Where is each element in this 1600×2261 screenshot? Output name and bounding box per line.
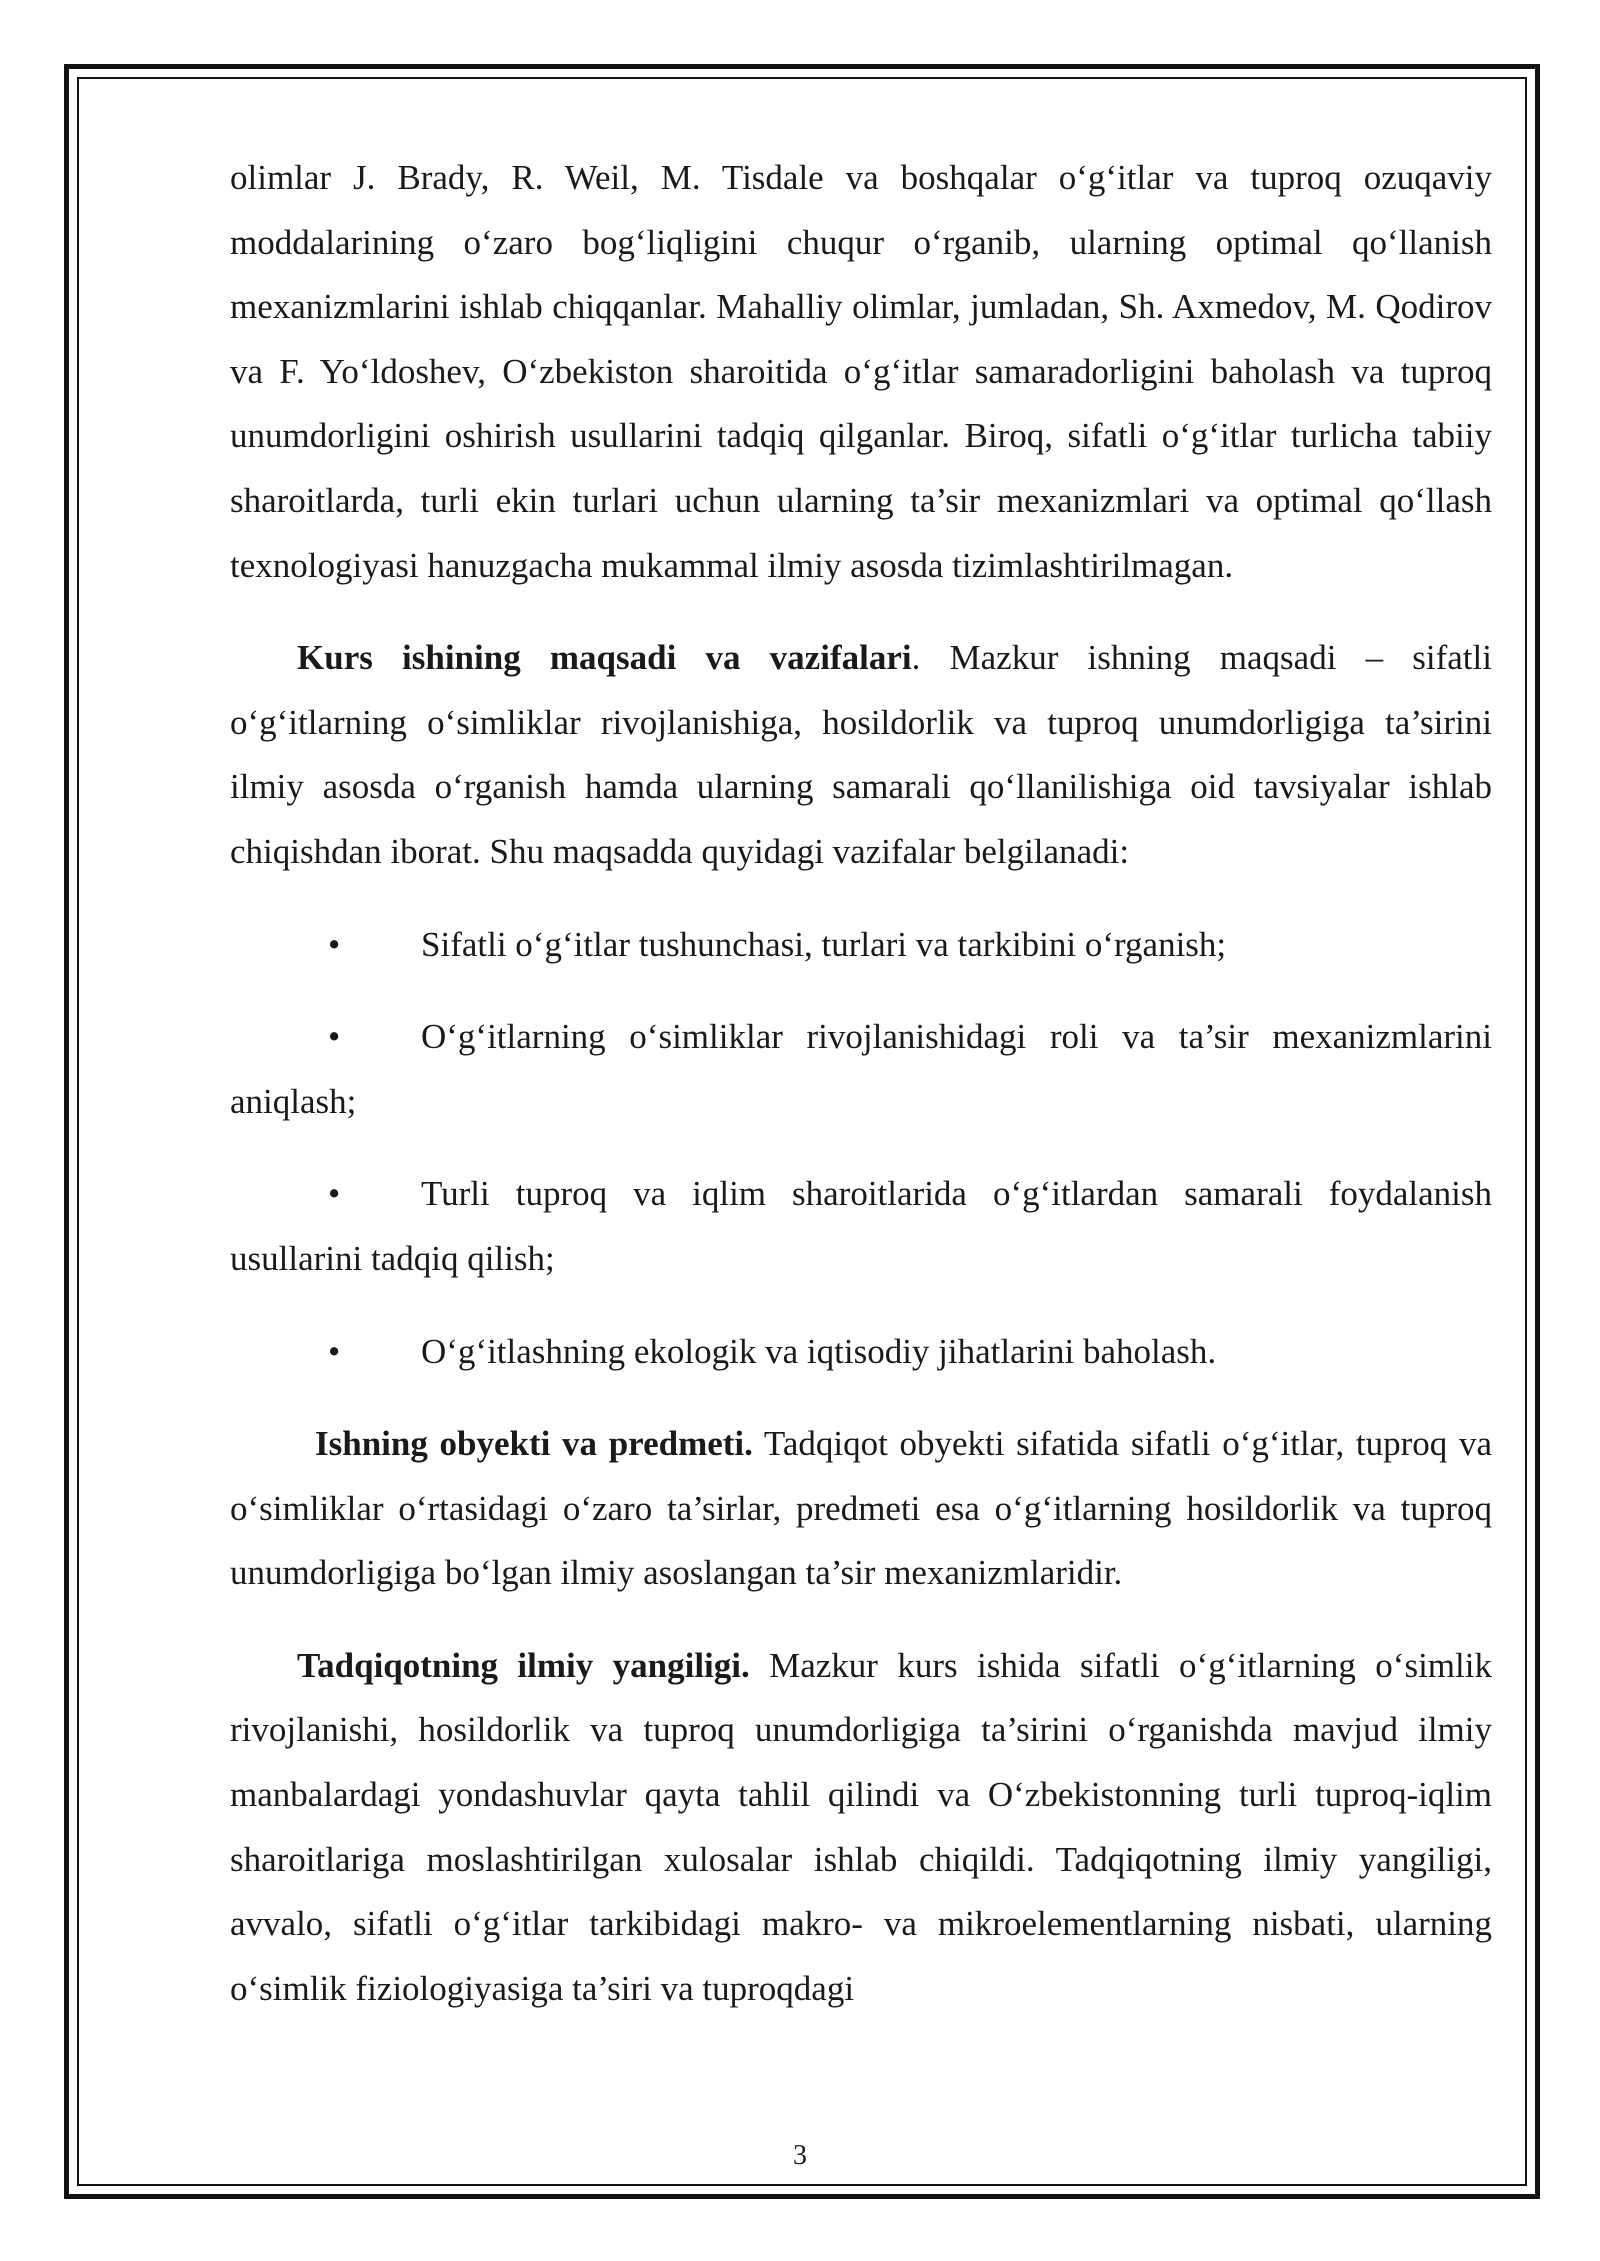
bullet-text-2: O‘g‘itlarning o‘simliklar rivojlanishidagi roli va ta’sir mexanizmlarini aniqlash;	[230, 1017, 1492, 1121]
bullet-icon: •	[328, 1331, 341, 1371]
goal-paragraph	[230, 626, 1492, 884]
bullet-text-3: Turli tuproq va iqlim sharoitlarida o‘g‘itlardan samarali foydalanish usullarini tadqiq qilish;	[230, 1174, 1492, 1278]
novelty-heading: Tadqiqotning ilmiy yangiligi.	[297, 1645, 750, 1685]
goal-heading: Kurs ishining maqsadi va vazifalari	[297, 638, 912, 678]
object-text: Tadqiqot obyekti sifatida sifatli o‘g‘itlar, tuproq va o‘simliklar o‘rtasidagi o‘zaro ta’sirlar, predmeti esa o‘g‘itlarning hosildorlik va tuproq unumdorligiga bo‘lgan ilmiy asoslangan ta’sir mexanizmlaridir.	[230, 1424, 1492, 1593]
novelty-text: Mazkur kurs ishida sifatli o‘g‘itlarning o‘simlik rivojlanishi, hosildorlik va tuproq unumdorligiga ta’sirini o‘rganishda mavjud ilmiy manbalardagi yondashuvlar qayta tahlil qilindi va O‘zbekistonning turli tuproq-iqlim sharoitlariga moslashtirilgan xulosalar ishlab chiqildi. Tadqiqotning ilmiy yangiligi, avvalo, sifatli o‘g‘itlar tarkibidagi makro- va mikroelementlarning nisbati, ularning o‘simlik fiziologiyasiga ta’siri va tuproqdagi	[230, 1645, 1492, 2008]
document-body	[230, 146, 1492, 2021]
object-paragraph	[230, 1412, 1492, 1606]
goal-text: . Mazkur ishning maqsadi – sifatli o‘g‘itlarning o‘simliklar rivojlanishiga, hosildorlik va tuproq unumdorligiga ta’sirini ilmiy asosda o‘rganish hamda ularning samarali qo‘llanilishiga oid tavsiyalar ishlab chiqishdan iborat. Shu maqsadda quyidagi vazifalar belgilanadi:	[230, 638, 1492, 871]
bullet-icon: •	[328, 1017, 341, 1057]
page-number: 3	[793, 2140, 807, 2171]
bullet-text-1: Sifatli o‘g‘itlar tushunchasi, turlari va tarkibini o‘rganish;	[421, 924, 1227, 964]
bullet-item-4	[230, 1320, 1492, 1385]
object-heading: Ishning obyekti va predmeti.	[315, 1424, 753, 1464]
bullet-item-2	[230, 1005, 1492, 1134]
bullet-text-4: O‘g‘itlashning ekologik va iqtisodiy jihatlarini baholash.	[421, 1331, 1217, 1371]
bullet-item-3	[230, 1162, 1492, 1291]
intro-paragraph: olimlar J. Brady, R. Weil, M. Tisdale va boshqalar o‘g‘itlar va tuproq ozuqaviy moddalarining o‘zaro bog‘liqligini chuqur o‘rganib, ularning optimal qo‘llanish mexanizmlarini ishlab chiqqanlar. Mahalliy olimlar, jumladan, Sh. Axmedov, M. Qodirov va F. Yo‘ldoshev, O‘zbekiston sharoitida o‘g‘itlar samaradorligini baholash va tuproq unumdorligini oshirish usullarini tadqiq qilganlar. Biroq, sifatli o‘g‘itlar turlicha tabiiy sharoitlarda, turli ekin turlari uchun ularning ta’sir mexanizmlari va optimal qo‘llash texnologiyasi hanuzgacha mukammal ilmiy asosda tizimlashtirilmagan.	[230, 158, 1492, 585]
bullet-icon: •	[328, 1174, 341, 1214]
novelty-paragraph	[230, 1634, 1492, 2022]
bullet-item-1	[230, 913, 1492, 978]
bullet-icon: •	[328, 924, 341, 964]
